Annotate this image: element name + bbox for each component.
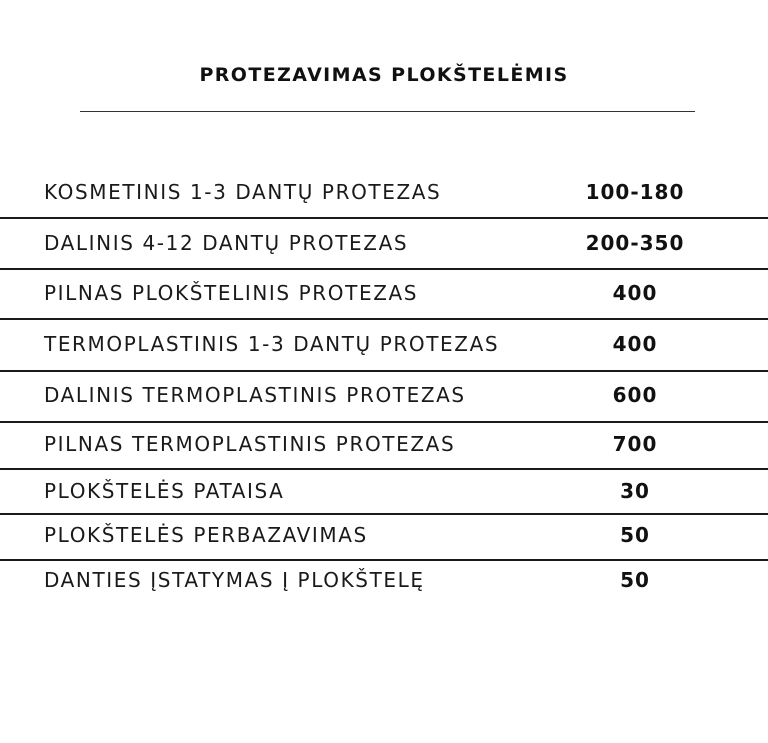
row-divider (0, 421, 768, 423)
service-price: 50 (620, 568, 650, 592)
service-name: DALINIS 4-12 DANTŲ PROTEZAS (44, 231, 409, 255)
row-divider (0, 217, 768, 219)
row-divider (0, 318, 768, 320)
service-name: PILNAS PLOKŠTELINIS PROTEZAS (44, 281, 419, 305)
row-divider (0, 468, 768, 470)
service-name: PLOKŠTELĖS PERBAZAVIMAS (44, 523, 368, 547)
service-name: DALINIS TERMOPLASTINIS PROTEZAS (44, 383, 466, 407)
service-price: 200-350 (585, 231, 685, 255)
service-price: 600 (612, 383, 658, 407)
row-divider (0, 370, 768, 372)
row-divider (0, 559, 768, 561)
service-price: 700 (612, 432, 658, 456)
row-divider (0, 513, 768, 515)
row-divider (0, 268, 768, 270)
service-name: PILNAS TERMOPLASTINIS PROTEZAS (44, 432, 456, 456)
service-price: 100-180 (585, 180, 685, 204)
service-price: 50 (620, 523, 650, 547)
service-name: PLOKŠTELĖS PATAISA (44, 479, 285, 503)
page-title: PROTEZAVIMAS PLOKŠTELĖMIS (199, 64, 569, 86)
service-name: KOSMETINIS 1-3 DANTŲ PROTEZAS (44, 180, 442, 204)
service-price: 400 (612, 332, 658, 356)
title-divider (80, 111, 695, 112)
service-price: 400 (612, 281, 658, 305)
service-name: DANTIES ĮSTATYMAS Į PLOKŠTELĘ (44, 568, 425, 592)
service-name: TERMOPLASTINIS 1-3 DANTŲ PROTEZAS (44, 332, 500, 356)
service-price: 30 (620, 479, 650, 503)
